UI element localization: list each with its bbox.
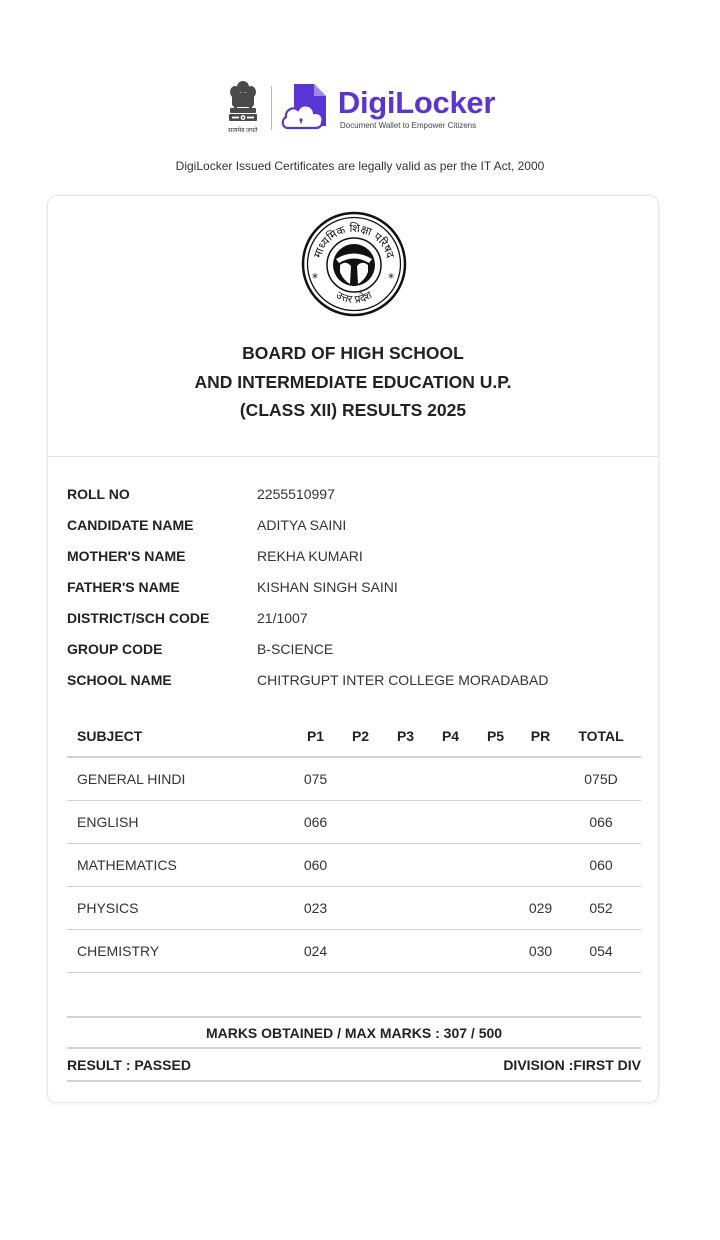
detail-row bbox=[67, 478, 637, 509]
digilocker-header bbox=[0, 78, 720, 138]
detail-label: CANDIDATE NAME bbox=[67, 516, 194, 533]
legal-validity-note: DigiLocker Issued Certificates are legally valid as per the IT Act, 2000 bbox=[175, 159, 545, 173]
detail-label: SCHOOL NAME bbox=[67, 671, 172, 688]
marks-cell: 024 bbox=[303, 943, 328, 959]
seal-bottom-text: उत्तर प्रदेश bbox=[333, 289, 375, 306]
seal-top-text: माध्यमिक शिक्षा परिषद bbox=[311, 221, 397, 260]
detail-label: GROUP CODE bbox=[67, 640, 163, 657]
detail-value: KISHAN SINGH SAINI bbox=[257, 578, 398, 595]
digilocker-logo-icon bbox=[280, 82, 334, 134]
svg-text:*: * bbox=[388, 271, 394, 285]
marks-cell: 030 bbox=[528, 943, 553, 959]
detail-label: ROLL NO bbox=[67, 485, 130, 502]
subject-cell: ENGLISH bbox=[77, 814, 139, 830]
result-status: RESULT : PASSED bbox=[67, 1056, 191, 1073]
detail-label: MOTHER'S NAME bbox=[67, 547, 186, 564]
header-cell: P2 bbox=[351, 728, 370, 744]
header-cell: TOTAL bbox=[578, 728, 624, 744]
subject-cell: GENERAL HINDI bbox=[77, 771, 186, 787]
detail-row bbox=[67, 509, 637, 540]
marks-cell: 066 bbox=[303, 814, 328, 830]
header-cell: SUBJECT bbox=[77, 728, 143, 744]
total-cell: 054 bbox=[589, 943, 613, 959]
detail-value: ADITYA SAINI bbox=[257, 516, 347, 533]
result-summary bbox=[67, 1016, 641, 1082]
detail-row bbox=[67, 602, 637, 633]
detail-value: 2255510997 bbox=[257, 485, 335, 502]
table-row bbox=[67, 887, 641, 930]
digilocker-wordmark: DigiLocker bbox=[337, 84, 496, 120]
result-card bbox=[47, 195, 659, 1103]
header-cell: PR bbox=[530, 728, 551, 744]
marks-table bbox=[67, 716, 641, 973]
subject-cell: MATHEMATICS bbox=[77, 857, 177, 873]
subject-cell: CHEMISTRY bbox=[77, 943, 160, 959]
detail-value: B-SCIENCE bbox=[257, 640, 334, 657]
total-cell: 075D bbox=[584, 771, 618, 787]
subject-cell: PHYSICS bbox=[77, 900, 139, 916]
table-row bbox=[67, 758, 641, 801]
digilocker-tagline: Document Wallet to Empower Citizens bbox=[339, 120, 477, 130]
total-cell: 066 bbox=[589, 814, 613, 830]
total-cell: 052 bbox=[589, 900, 613, 916]
detail-row bbox=[67, 571, 637, 602]
board-title-line: AND INTERMEDIATE EDUCATION U.P. bbox=[194, 371, 512, 392]
detail-row bbox=[67, 540, 637, 571]
table-row bbox=[67, 844, 641, 887]
marks-cell: 060 bbox=[303, 857, 328, 873]
result-row bbox=[67, 1049, 641, 1082]
table-row bbox=[67, 801, 641, 844]
table-row bbox=[67, 930, 641, 973]
detail-value: CHITRGUPT INTER COLLEGE MORADABAD bbox=[257, 671, 549, 688]
national-emblem bbox=[225, 79, 261, 137]
emblem-motto: सत्यमेव जयते bbox=[228, 128, 258, 134]
detail-value: REKHA KUMARI bbox=[257, 547, 363, 564]
header-cell: P3 bbox=[396, 728, 415, 744]
board-seal-icon bbox=[300, 210, 408, 318]
board-title-line: (CLASS XII) RESULTS 2025 bbox=[239, 400, 467, 420]
marks-cell: 029 bbox=[528, 900, 553, 916]
detail-label: DISTRICT/SCH CODE bbox=[67, 609, 210, 626]
candidate-details bbox=[67, 478, 637, 695]
card-header bbox=[48, 196, 658, 457]
division: DIVISION :FIRST DIV bbox=[503, 1056, 641, 1073]
header-cell: P5 bbox=[486, 728, 505, 744]
board-title-line: BOARD OF HIGH SCHOOL bbox=[242, 343, 464, 363]
marks-cell: 075 bbox=[303, 771, 328, 787]
lion-capital-icon bbox=[226, 79, 260, 125]
total-cell: 060 bbox=[589, 857, 613, 873]
header-cell: P1 bbox=[306, 728, 325, 744]
marks-cell: 023 bbox=[303, 900, 328, 916]
detail-row bbox=[67, 664, 637, 695]
header-cell: P4 bbox=[441, 728, 460, 744]
logo-divider bbox=[271, 86, 272, 130]
marks-header-row bbox=[67, 716, 641, 758]
marks-obtained: MARKS OBTAINED / MAX MARKS : 307 / 500 bbox=[67, 1016, 641, 1049]
detail-value: 21/1007 bbox=[257, 609, 308, 626]
svg-text:*: * bbox=[312, 271, 318, 285]
detail-row bbox=[67, 633, 637, 664]
detail-label: FATHER'S NAME bbox=[67, 578, 180, 595]
board-title bbox=[48, 339, 658, 425]
